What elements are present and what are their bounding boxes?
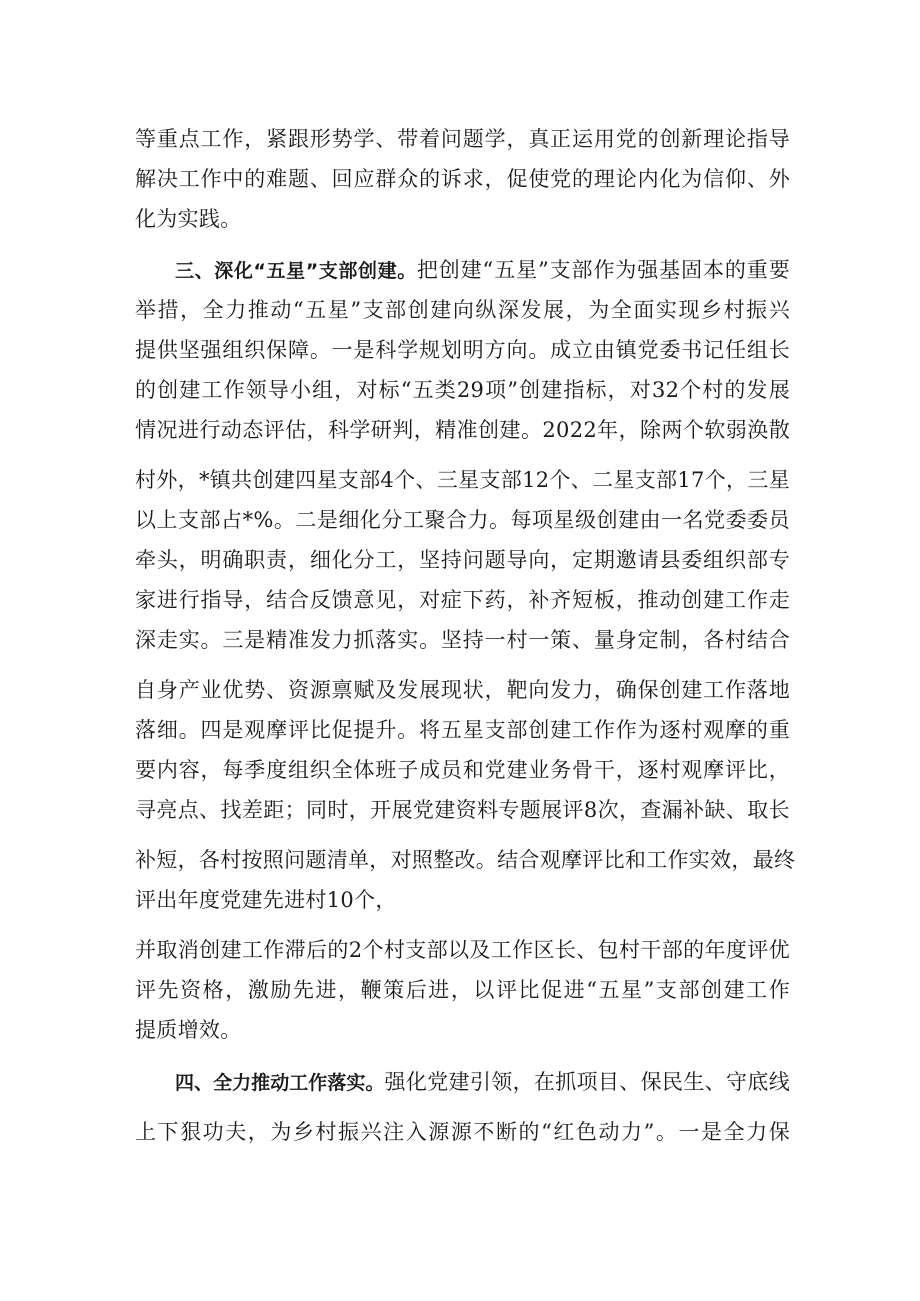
text-line: 评出年度党建先进村10个，	[135, 888, 397, 912]
section-3-lead-text: 把创建“五星”支部作为强基固本的重要	[416, 258, 790, 282]
text-line: 并取消创建工作滞后的2个村支部以及工作区长、包村干部的年度评优	[135, 938, 790, 962]
text-line: 家进行指导，结合反馈意见，对症下药，补齐短板，推动创建工作走	[135, 588, 790, 612]
text-line: 举措，全力推动“五星”支部创建向纵深发展，为全面实现乡村振兴	[135, 298, 790, 322]
text-line: 寻亮点、找差距；同时，开展党建资料专题展评8次，查漏补缺、取长	[135, 798, 790, 822]
section-4-heading: 四、全力推动工作落实。	[175, 1072, 385, 1094]
text-line: 自身产业优势、资源禀赋及发展现状，靶向发力，确保创建工作落地	[135, 678, 790, 702]
section-4-lead-text: 强化党建引领，在抓项目、保民生、守底线	[384, 1070, 790, 1094]
section-3-first-line	[175, 255, 790, 285]
text-line: 深走实。三是精准发力抓落实。坚持一村一策、量身定制，各村结合	[135, 628, 790, 652]
text-line: 的创建工作领导小组，对标“五类29项”创建指标，对32个村的发展	[135, 378, 790, 402]
text-line: 评先资格，激励先进，鞭策后进，以评比促进“五星”支部创建工作	[135, 978, 790, 1002]
text-line: 牵头，明确职责，细化分工，坚持问题导向，定期邀请县委组织部专	[135, 548, 790, 572]
text-line: 村外，*镇共创建四星支部4个、三星支部12个、二星支部17个，三星	[135, 468, 790, 492]
section-4-first-line	[175, 1067, 790, 1097]
text-line: 以上支部占*%。二是细化分工聚合力。每项星级创建由一名党委委员	[135, 508, 790, 532]
text-line: 情况进行动态评估，科学研判，精准创建。2022年，除两个软弱涣散	[135, 418, 790, 442]
section-3-heading: 三、深化“五星”支部创建。	[175, 260, 417, 282]
text-line: 解决工作中的难题、回应群众的诉求，促使党的理论内化为信仰、外	[135, 167, 790, 191]
text-line: 落细。四是观摩评比促提升。将五星支部创建工作作为逐村观摩的重	[135, 718, 790, 742]
text-line: 要内容，每季度组织全体班子成员和党建业务骨干，逐村观摩评比，	[135, 758, 790, 782]
text-line: 提供坚强组织保障。一是科学规划明方向。成立由镇党委书记任组长	[135, 338, 790, 362]
text-line: 化为实践。	[135, 207, 242, 231]
text-line: 提质增效。	[135, 1018, 242, 1042]
text-line: 上下狠功夫，为乡村振兴注入源源不断的“红色动力”。一是全力保	[135, 1120, 790, 1144]
text-line: 补短，各村按照问题清单，对照整改。结合观摩评比和工作实效，最终	[135, 848, 796, 872]
text-line: 等重点工作，紧跟形势学、带着问题学，真正运用党的创新理论指导	[135, 127, 790, 151]
